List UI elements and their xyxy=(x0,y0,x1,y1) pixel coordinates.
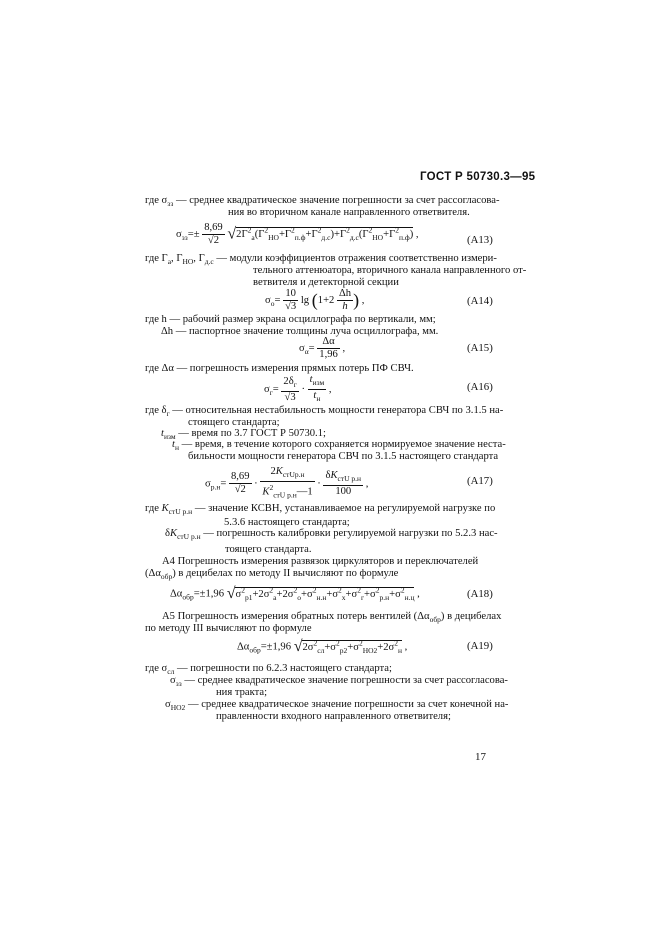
equation-number-a18: (А18) xyxy=(467,588,493,600)
text-line: 5.3.6 настоящего стандарта; xyxy=(224,517,350,528)
text-line: бильности мощности генератора СВЧ по 3.1.5 настоящего стандарта xyxy=(188,451,499,462)
equation-number-a17: (А17) xyxy=(467,475,493,487)
text-line: ния во вторичном канале направленного ответвителя. xyxy=(228,207,470,218)
text-line: где $\Gamma_а$, $\Gamma_{НО}$, $\Gamma_{д.с}$ — модули коэффициентов отражения соответственно измери- xyxy=(145,253,497,267)
text-line: А5 Погрешность измерения обратных потерь вентилей $(\Delta\alpha_{обр})$ в децибелах xyxy=(162,611,502,625)
equation-number-a13: (А13) xyxy=(467,234,493,246)
text-line: $t_н$ — время, в течение которого сохраняется нормируемое значение неста- xyxy=(172,439,506,453)
equation-number-a14: (А14) xyxy=(467,295,493,307)
equation-number-a16: (А16) xyxy=(467,381,493,393)
text-line: $\delta K_{стU р.н}$ — погрешность калибровки регулируемой нагрузки по 5.2.3 нас- xyxy=(165,528,498,542)
text-line: стоящего стандарта; xyxy=(188,417,280,428)
page-number: 17 xyxy=(475,751,486,763)
text-line: где h — рабочий размер экрана осциллографа по вертикали, мм; xyxy=(145,314,436,325)
text-line: правленности входного направленного ответвителя; xyxy=(216,711,451,722)
text-line: по методу III вычисляют по формуле xyxy=(145,623,312,634)
formula-a19: $\Delta\alpha_{обр}=\pm 1,96$ $√2\sigma^2_{сл}+\sigma^2_{р2}+\sigma^2_{НО2}+2\sigma^2_н$ , xyxy=(237,638,408,656)
formula-a18: $\Delta\alpha_{обр}=\pm 1,96$ $√\sigma^2_{р1}+2\sigma^2_а+2\sigma^2_о+\sigma^2_{н.н}+\sigma^2_х+\sigma^2_г+\sigma^2_{р.н}+\sigma^2_{н.ц}$ , xyxy=(170,585,420,603)
text-line: ния тракта; xyxy=(216,687,268,698)
text-line: А4 Погрешность измерения развязок циркуляторов и переключателей xyxy=(162,556,479,567)
text-line: тельного аттенюатора, вторичного канала направленного от- xyxy=(253,265,527,276)
standard-header: ГОСТ Р 50730.3—95 xyxy=(420,171,536,183)
formula-a13: $\sigma_{зз}=\pm$ $\frac{8,69}{√2}$ $√2\Gamma^2_а(\Gamma^2_{НО}+\Gamma^2_{п.ф}+\Gamma^2_{д.с})+\Gamma^2_{д.с}(\Gamma^2_{НО}+\Gamma^2_{п.ф})$ , xyxy=(176,222,419,246)
text-line: где $\sigma_{сл}$ — погрешности по 6.2.3 настоящего стандарта; xyxy=(145,663,392,677)
formula-a15: $\sigma_\alpha=$ $\frac{\Delta\alpha}{1,96}$ , xyxy=(299,336,346,360)
text-line: Δh — паспортное значение толщины луча осциллографа, мм. xyxy=(161,326,439,337)
formula-a16: $\sigma_г=$ $2\delta_г$ √3 · $t_{изм}$ $t_н$ , xyxy=(264,374,332,404)
formula-a14: $\sigma_о=$ $\frac{10}{√3}$ lg (1+2 $\frac{\Delta h}{h}$ ) , xyxy=(265,288,365,312)
text-line: $(\Delta\alpha_{обр})$ в децибелах по методу II вычисляют по формуле xyxy=(145,568,399,582)
formula-a17: $\sigma_{р.н}=$ $\frac{8,69}{√2}$ · $2K_{стUр.н}$ $K^2_{стU р.н}—1$ · $\delta K_{стU р.н}$ 100 , xyxy=(205,466,369,500)
equation-number-a19: (А19) xyxy=(467,640,493,652)
text-line: где $\delta_г$ — относительная нестабильность мощности генератора СВЧ по 3.1.5 на- xyxy=(145,405,504,419)
text-line: $t_{изм}$ — время по 3.7 ГОСТ Р 50730.1; xyxy=(161,428,326,442)
text-line: ветвителя и детекторной секции xyxy=(253,277,399,288)
text-line: где Δα — погрешность измерения прямых потерь ПФ СВЧ. xyxy=(145,363,414,374)
text-line: где $K_{стU р.н}$ — значение КСВН, устанавливаемое на регулируемой нагрузке по xyxy=(145,503,496,517)
equation-number-a15: (А15) xyxy=(467,342,493,354)
text-line: тоящего стандарта. xyxy=(225,544,312,555)
text-line: $\sigma_{НО2}$ — среднее квадратическое значение погрешности за счет конечной на- xyxy=(165,699,509,713)
text-line: $\sigma_{зз}$ — среднее квадратическое значение погрешности за счет рассогласова- xyxy=(170,675,508,689)
text-line: где $\sigma_{зз}$ — среднее квадратическое значение погрешности за счет рассогласова- xyxy=(145,195,500,209)
